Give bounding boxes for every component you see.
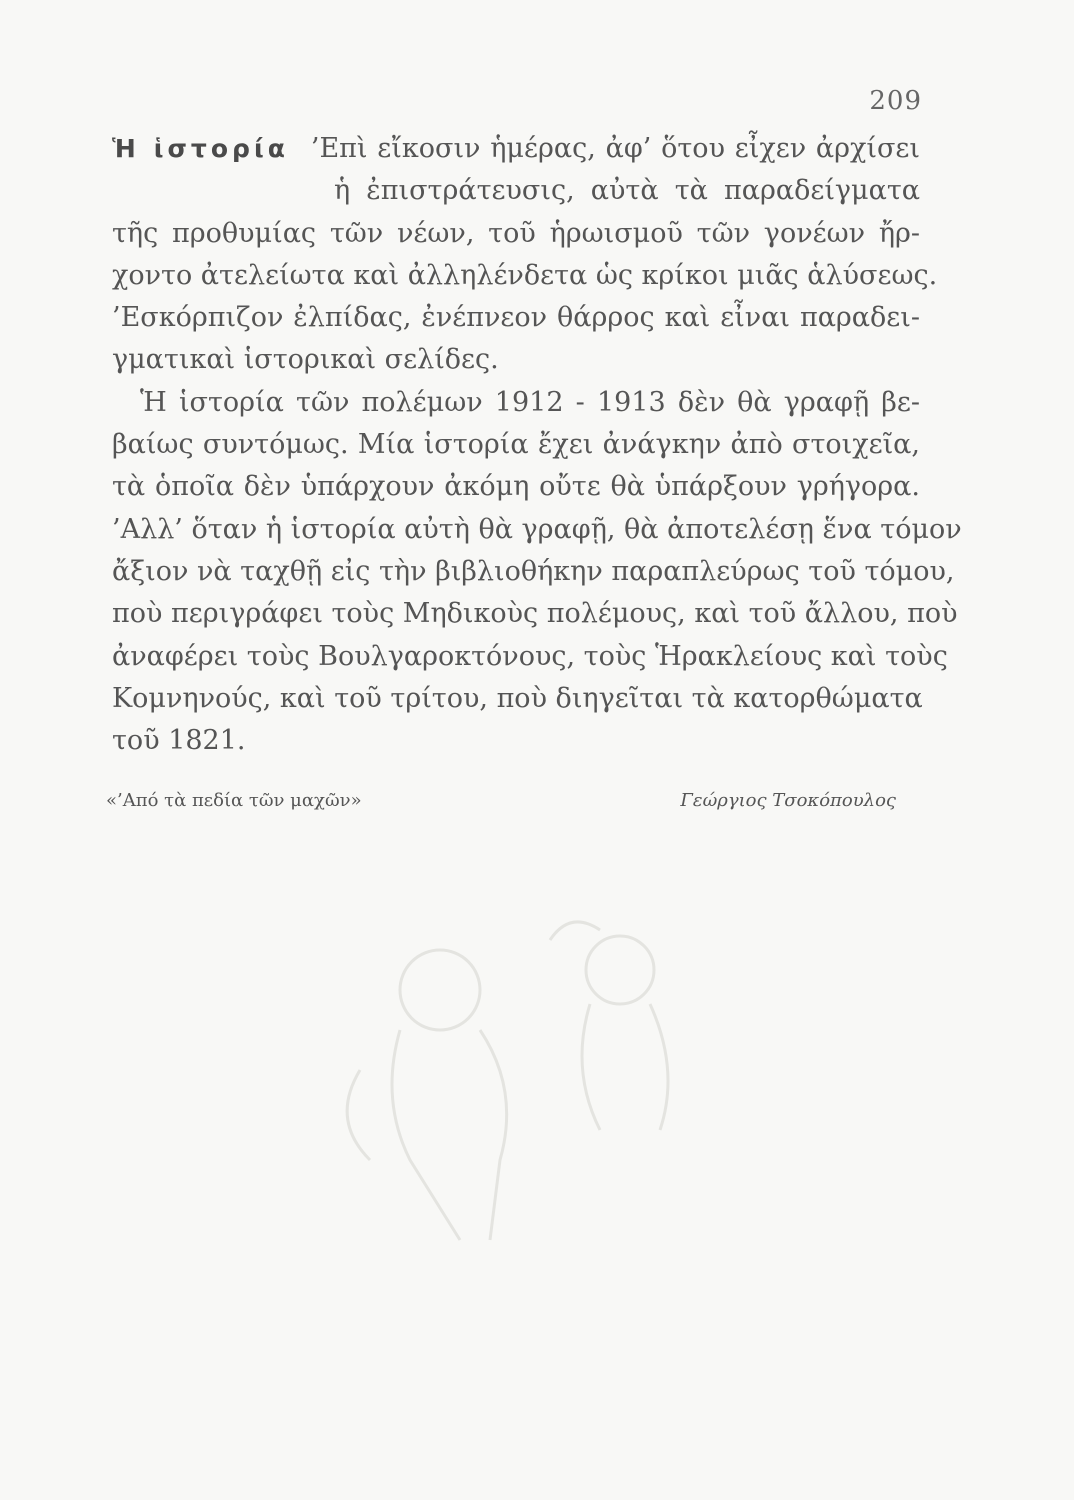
text-line: ’Επὶ εἴκοσιν ἡμέρας, ἀφ’ ὅτου εἶχεν ἀρχίσει bbox=[310, 133, 920, 164]
bleed-through-illustration bbox=[300, 900, 720, 1260]
text-line: Ἡ ἱστορία τῶν πολέμων 1912 - 1913 δὲν θὰ γραφῇ βε- bbox=[140, 386, 920, 418]
text-line: ’Εσκόρπιζον ἐλπίδας, ἐνέπνεον θάρρος καὶ εἶναι παραδει- bbox=[112, 302, 920, 334]
text-line: Κομνηνούς, καὶ τοῦ τρίτου, ποὺ διηγεῖται τὰ κατορθώματα bbox=[112, 682, 923, 714]
text-line: τῆς προθυμίας τῶν νέων, τοῦ ἡρωισμοῦ τῶν γονέων ἤρ- bbox=[112, 217, 920, 249]
text-line: γματικαὶ ἱστορικαὶ σελίδες. bbox=[112, 344, 499, 376]
author-name: Γεώργιος Τσοκόπουλος bbox=[680, 790, 896, 811]
text-line: ἄξιον νὰ ταχθῇ εἰς τὴν βιβλιοθήκην παραπλεύρως τοῦ τόμου, bbox=[112, 555, 955, 587]
page-number: 209 bbox=[869, 86, 922, 116]
first-line bbox=[112, 128, 920, 170]
text-line: βαίως συντόμως. Μία ἱστορία ἔχει ἀνάγκην ἀπὸ στοιχεῖα, bbox=[112, 429, 920, 461]
article-body bbox=[112, 128, 962, 762]
text-line: ἀναφέρει τοὺς Βουλγαροκτόνους, τοὺς Ἡρακλείους καὶ τοὺς bbox=[112, 640, 948, 672]
text-line: χοντο ἀτελείωτα καὶ ἀλληλένδετα ὡς κρίκοι μιᾶς ἁλύσεως. bbox=[112, 259, 938, 291]
text-line: ἡ ἐπιστράτευσις, αὐτὰ τὰ παραδείγματα bbox=[334, 175, 920, 207]
text-line: τὰ ὁποῖα δὲν ὑπάρχουν ἀκόμη οὔτε θὰ ὑπάρξουν γρήγορα. bbox=[112, 471, 920, 503]
source-citation: «’Από τὰ πεδία τῶν μαχῶν» bbox=[106, 790, 362, 811]
text-line: ’Αλλ’ ὅταν ἡ ἱστορία αὐτὴ θὰ γραφῇ, θὰ ἀποτελέσῃ ἕνα τόμον bbox=[112, 513, 962, 545]
text-line: τοῦ 1821. bbox=[112, 725, 246, 757]
section-heading: Ἡ ἱστορία bbox=[112, 134, 289, 163]
text-line: ποὺ περιγράφει τοὺς Μηδικοὺς πολέμους, καὶ τοῦ ἄλλου, ποὺ bbox=[112, 598, 958, 630]
